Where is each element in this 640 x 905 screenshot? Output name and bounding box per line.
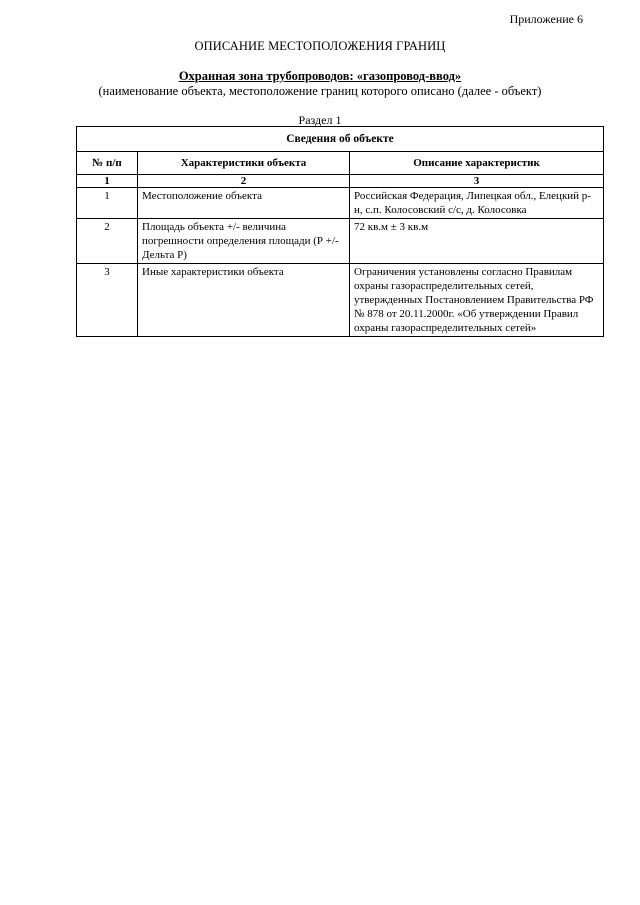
- column-header-number: № п/п: [77, 152, 138, 175]
- table-row: [77, 219, 604, 264]
- row-characteristic: Местоположение объекта: [138, 188, 350, 219]
- row-description: 72 кв.м ± 3 кв.м: [350, 219, 604, 264]
- appendix-label: Приложение 6: [509, 12, 583, 26]
- column-number-1: 1: [77, 175, 138, 188]
- section-label: Раздел 1: [298, 113, 342, 127]
- column-header-characteristic: Характеристики объекта: [138, 152, 350, 175]
- row-description: Ограничения установлены согласно Правилам охраны газораспределительных сетей, утвержденных Постановлением Правительства РФ № 878 от 20.11.2000г. «Об утверждении Правил охраны газораспределительных сетей»: [350, 264, 604, 337]
- column-number-3: 3: [350, 175, 604, 188]
- object-name-hint: (наименование объекта, местоположение границ которого описано (далее - объект): [98, 84, 542, 98]
- row-number: 3: [77, 264, 138, 337]
- row-characteristic: Иные характеристики объекта: [138, 264, 350, 337]
- row-number: 2: [77, 219, 138, 264]
- row-number: 1: [77, 188, 138, 219]
- object-name-line: [0, 69, 640, 84]
- row-description: Российская Федерация, Липецкая обл., Елецкий р-н, с.п. Колосовский с/с, д. Колосовка: [350, 188, 604, 219]
- column-number-row: [77, 175, 604, 188]
- table-caption: Сведения об объекте: [77, 127, 604, 152]
- table-caption-row: [77, 127, 604, 152]
- table-header-row: [77, 152, 604, 175]
- object-name: Охранная зона трубопроводов: «газопровод-ввод»: [178, 69, 462, 83]
- object-info-table: [76, 126, 604, 337]
- table-row: [77, 264, 604, 337]
- document-title: ОПИСАНИЕ МЕСТОПОЛОЖЕНИЯ ГРАНИЦ: [194, 39, 446, 53]
- column-header-description: Описание характеристик: [350, 152, 604, 175]
- row-characteristic: Площадь объекта +/- величина погрешности определения площади (Р +/- Дельта Р): [138, 219, 350, 264]
- table-row: [77, 188, 604, 219]
- column-number-2: 2: [138, 175, 350, 188]
